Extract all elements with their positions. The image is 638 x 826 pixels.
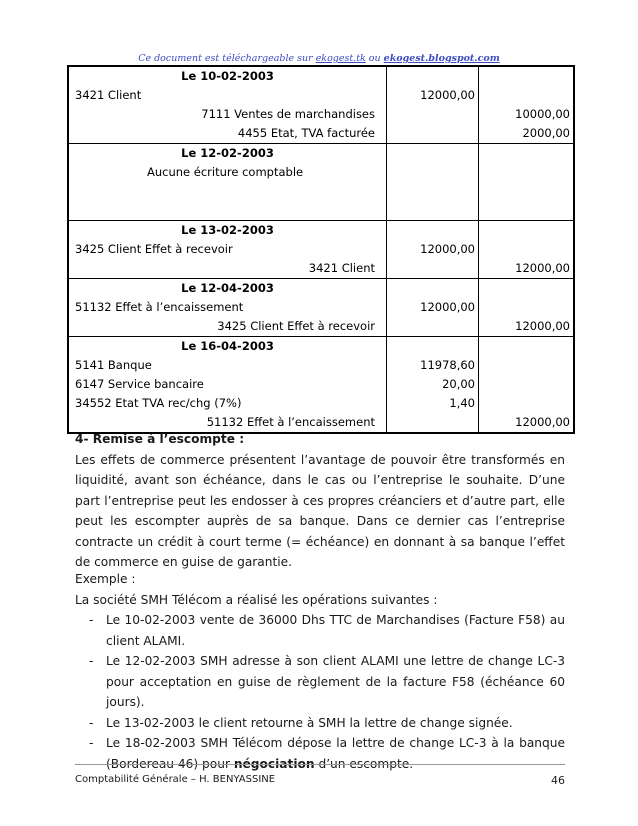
entry-date: Le 12-02-2003: [181, 146, 274, 160]
credit-account: 3425 Client Effet à recevoir: [217, 319, 375, 333]
list-item-text: Le 18-02-2003 SMH Télécom dépose la lettre de change LC-3 à la banque (Bordereau 46) pour: [106, 736, 565, 771]
list-item-text: Le 10-02-2003 vente de 36000 Dhs TTC de Marchandises (Facture F58) au client ALAMI.: [106, 613, 565, 648]
list-item-text: d’un escompte.: [314, 756, 414, 771]
header-prefix: Ce document est téléchargeable sur: [138, 53, 316, 64]
page-footer: [75, 764, 565, 785]
header-link-ekogest-tk[interactable]: ekogest.tk: [315, 53, 366, 64]
debit-account: 5141 Banque: [75, 358, 152, 372]
debit-account: 51132 Effet à l’encaissement: [75, 300, 244, 314]
journal-table: [67, 65, 575, 434]
page-number: 46: [551, 774, 565, 787]
list-dash: -: [89, 715, 94, 730]
list-item: [75, 713, 565, 734]
debit-amount: 12000,00: [420, 300, 475, 314]
debit-amount: 1,40: [449, 396, 475, 410]
footer-author: Comptabilité Générale – H. BENYASSINE: [75, 774, 276, 785]
debit-amount: 12000,00: [420, 242, 475, 256]
section-title: 4- Remise à l’escompte :: [75, 432, 245, 446]
entry-date: Le 13-02-2003: [181, 223, 274, 237]
entry-date: Le 12-04-2003: [181, 281, 274, 295]
credit-account: 51132 Effet à l’encaissement: [206, 415, 375, 429]
list-dash: -: [89, 736, 94, 750]
example-block: [75, 569, 565, 774]
section-remise-escompte: [75, 429, 565, 573]
list-item-bold: négociation: [233, 756, 315, 771]
debit-account: 34552 Etat TVA rec/chg (7%): [75, 396, 242, 410]
credit-amount: 12000,00: [515, 261, 570, 275]
list-item: [75, 610, 565, 651]
debit-amount: 12000,00: [420, 88, 475, 102]
credit-account: 4455 Etat, TVA facturée: [237, 126, 375, 140]
debit-amount: 11978,60: [420, 358, 475, 372]
credit-account: 7111 Ventes de marchandises: [201, 107, 375, 121]
list-item-text: Le 13-02-2003 le client retourne à SMH la lettre de change signée.: [106, 715, 513, 730]
debit-account: 6147 Service bancaire: [75, 377, 204, 391]
example-intro: La société SMH Télécom a réalisé les opérations suivantes :: [75, 592, 438, 607]
journal-entry-2: [69, 144, 573, 221]
credit-amount: 2000,00: [522, 126, 570, 140]
example-label: Exemple :: [75, 572, 136, 586]
operations-list: [75, 610, 565, 774]
entry-note: Aucune écriture comptable: [147, 165, 304, 179]
credit-amount: 12000,00: [515, 319, 570, 333]
journal-entry-4: [69, 279, 573, 337]
list-item-text: Le 12-02-2003 SMH adresse à son client ALAMI une lettre de change LC-3 pour acceptation en guise de règlement de la facture F58 (échéance 60 jours).: [106, 654, 565, 709]
credit-amount: 12000,00: [515, 415, 570, 429]
section-paragraph: Les effets de commerce présentent l’avantage de pouvoir être transformés en liquidité, avant son échéance, dans le cas ou l’entreprise le souhaite. D’une part l’entreprise peut les endosser à ces propres créanciers et d’autre part, elle peut les escompter auprès de sa banque. Dans ce dernier cas l’entreprise contracte un crédit à court terme (= échéance) en donnant à sa banque l’effet de commerce en guise de garantie.: [75, 452, 565, 569]
entry-date: Le 10-02-2003: [181, 69, 274, 83]
journal-entry-5: [69, 337, 573, 432]
journal-entry-1: [69, 67, 573, 144]
header-mid: ou: [365, 53, 384, 64]
list-item: [75, 651, 565, 713]
journal-entry-3: [69, 221, 573, 279]
debit-amount: 20,00: [442, 377, 475, 391]
list-dash: -: [89, 654, 94, 668]
debit-account: 3421 Client: [75, 88, 142, 102]
header-link-ekogest-blog[interactable]: ekogest.blogspot.com: [383, 53, 500, 64]
debit-account: 3425 Client Effet à recevoir: [75, 242, 233, 256]
credit-account: 3421 Client: [308, 261, 375, 275]
download-header: [0, 53, 638, 64]
credit-amount: 10000,00: [515, 107, 570, 121]
list-dash: -: [89, 613, 94, 627]
entry-date: Le 16-04-2003: [181, 339, 274, 353]
